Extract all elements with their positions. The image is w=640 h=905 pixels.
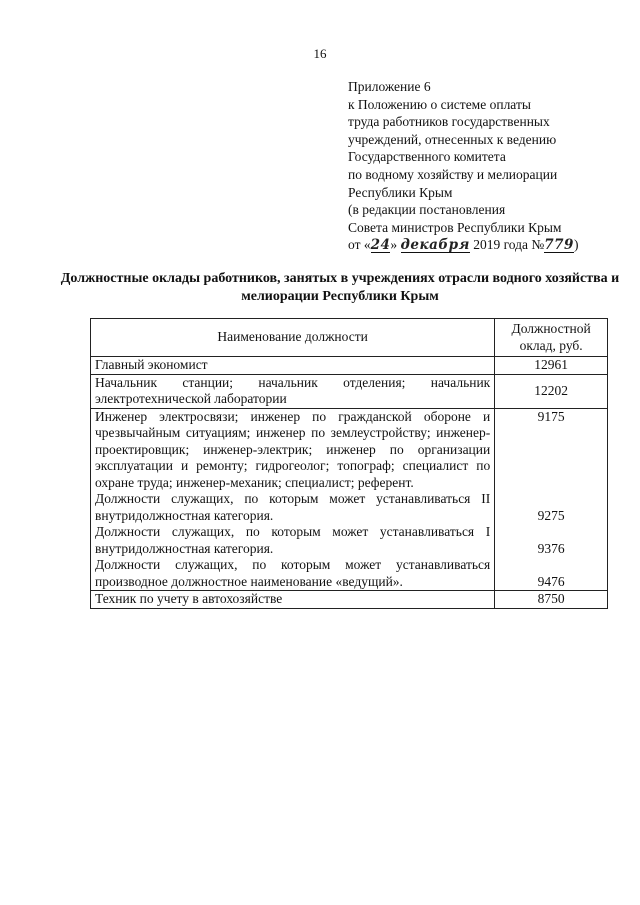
salary-value: 9376 (537, 540, 565, 556)
table-row (91, 591, 608, 609)
group-main-text: Инженер электросвязи; инженер по гражданской обороне и чрезвычайным ситуациям; инженер по землеустройству; инженер-проектировщик; инженер-электрик; инженер по организации эксплуатации и ремонту; гидрогеолог; топограф; специалист по охране труда; инженер-механик; специалист; референт. (95, 408, 491, 490)
appendix-block (348, 78, 618, 254)
table-header-row (91, 319, 608, 357)
appendix-line: к Положению о системе оплаты (348, 96, 531, 112)
appendix-line: учреждений, отнесенных к ведению (348, 131, 557, 147)
appendix-line: (в редакции постановления (348, 202, 506, 218)
appendix-line: Республики Крым (348, 184, 453, 200)
closing-paren: ) (573, 237, 579, 253)
salary-value: 8750 (495, 591, 608, 609)
salary-value: 9476 (537, 573, 565, 589)
table-row (91, 357, 608, 375)
salary-table (90, 318, 608, 609)
table-row-group (91, 408, 608, 591)
document-title: Должностные оклады работников, занятых в учреждениях отрасли водного хозяйства и мелиорации Республики Крым (60, 271, 620, 304)
position-name: Начальник станции; начальник отделения; начальник электротехнической лаборатории (91, 374, 495, 408)
group-salaries (495, 408, 608, 591)
appendix-line: Государственного комитета (348, 149, 506, 165)
position-group (91, 408, 495, 591)
salary-value: 9175 (537, 408, 565, 424)
appendix-line: Приложение 6 (348, 79, 431, 94)
position-name: Главный экономист (91, 357, 495, 375)
group-subitem: Должности служащих, по которым может устанавливаться производное должностное наименование «ведущий». (95, 557, 491, 589)
date-prefix: от « (348, 237, 371, 253)
appendix-line: Совета министров Республики Крым (348, 219, 562, 235)
group-subitem: Должности служащих, по которым может устанавливаться I внутридолжностная категория. (95, 524, 491, 556)
date-month-handwritten: декабря (400, 237, 470, 254)
date-day-handwritten: 24 (370, 237, 391, 254)
appendix-line: труда работников государственных (348, 114, 550, 130)
table-row (91, 374, 608, 408)
document-number-handwritten: 779 (544, 237, 574, 254)
page-number: 16 (313, 46, 327, 61)
salary-value: 12961 (495, 357, 608, 375)
date-mid: » (390, 237, 398, 253)
salary-value: 9275 (537, 507, 565, 523)
group-subitem: Должности служащих, по которым может устанавливаться II внутридолжностная категория. (95, 491, 491, 523)
appendix-date-line (348, 236, 618, 254)
salary-value: 12202 (495, 374, 608, 408)
header-position: Наименование должности (91, 319, 495, 357)
date-year: 2019 года № (473, 237, 545, 253)
header-salary: Должностной оклад, руб. (495, 319, 608, 357)
appendix-line: по водному хозяйству и мелиорации (348, 166, 558, 182)
position-name: Техник по учету в автохозяйстве (91, 591, 495, 609)
